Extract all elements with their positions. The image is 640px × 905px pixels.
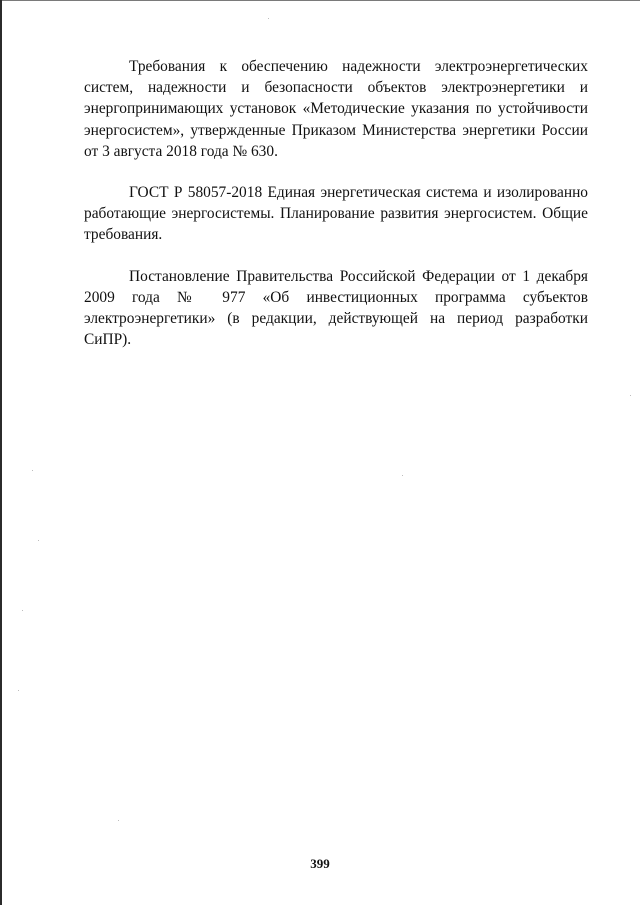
scan-speck	[18, 690, 19, 691]
paragraph-gost-standard: ГОСТ Р 58057-2018 Единая энергетическая система и изолированно работающие энергосистемы. Планирование развития энергосистем. Общие требования.	[84, 184, 588, 244]
scan-speck	[32, 470, 33, 471]
scan-speck	[268, 18, 269, 19]
scan-speck	[38, 540, 39, 541]
paragraph-reliability-requirements: Требования к обеспечению надежности электроэнергетических систем, надежности и безопасности объектов электроэнергетики и энергопринимающих установок «Методические указания по устойчивости энергосистем», утвержденные Приказом Министерства энергетики России от 3 августа 2018 года № 630.	[84, 58, 588, 160]
page-number: 399	[310, 856, 330, 871]
scan-speck	[118, 820, 119, 821]
scan-border-top	[0, 0, 640, 1]
document-body	[84, 56, 588, 370]
scan-speck	[630, 395, 631, 396]
scan-speck	[22, 610, 23, 611]
paragraph-government-resolution: Постановление Правительства Российской Федерации от 1 декабря 2009 года № 977 «Об инвестиционных программа субъектов электроэнергетики» (в редакции, действующей на период разработки СиПР).	[84, 267, 588, 349]
scan-speck	[402, 475, 403, 476]
scan-border-left	[0, 0, 2, 905]
